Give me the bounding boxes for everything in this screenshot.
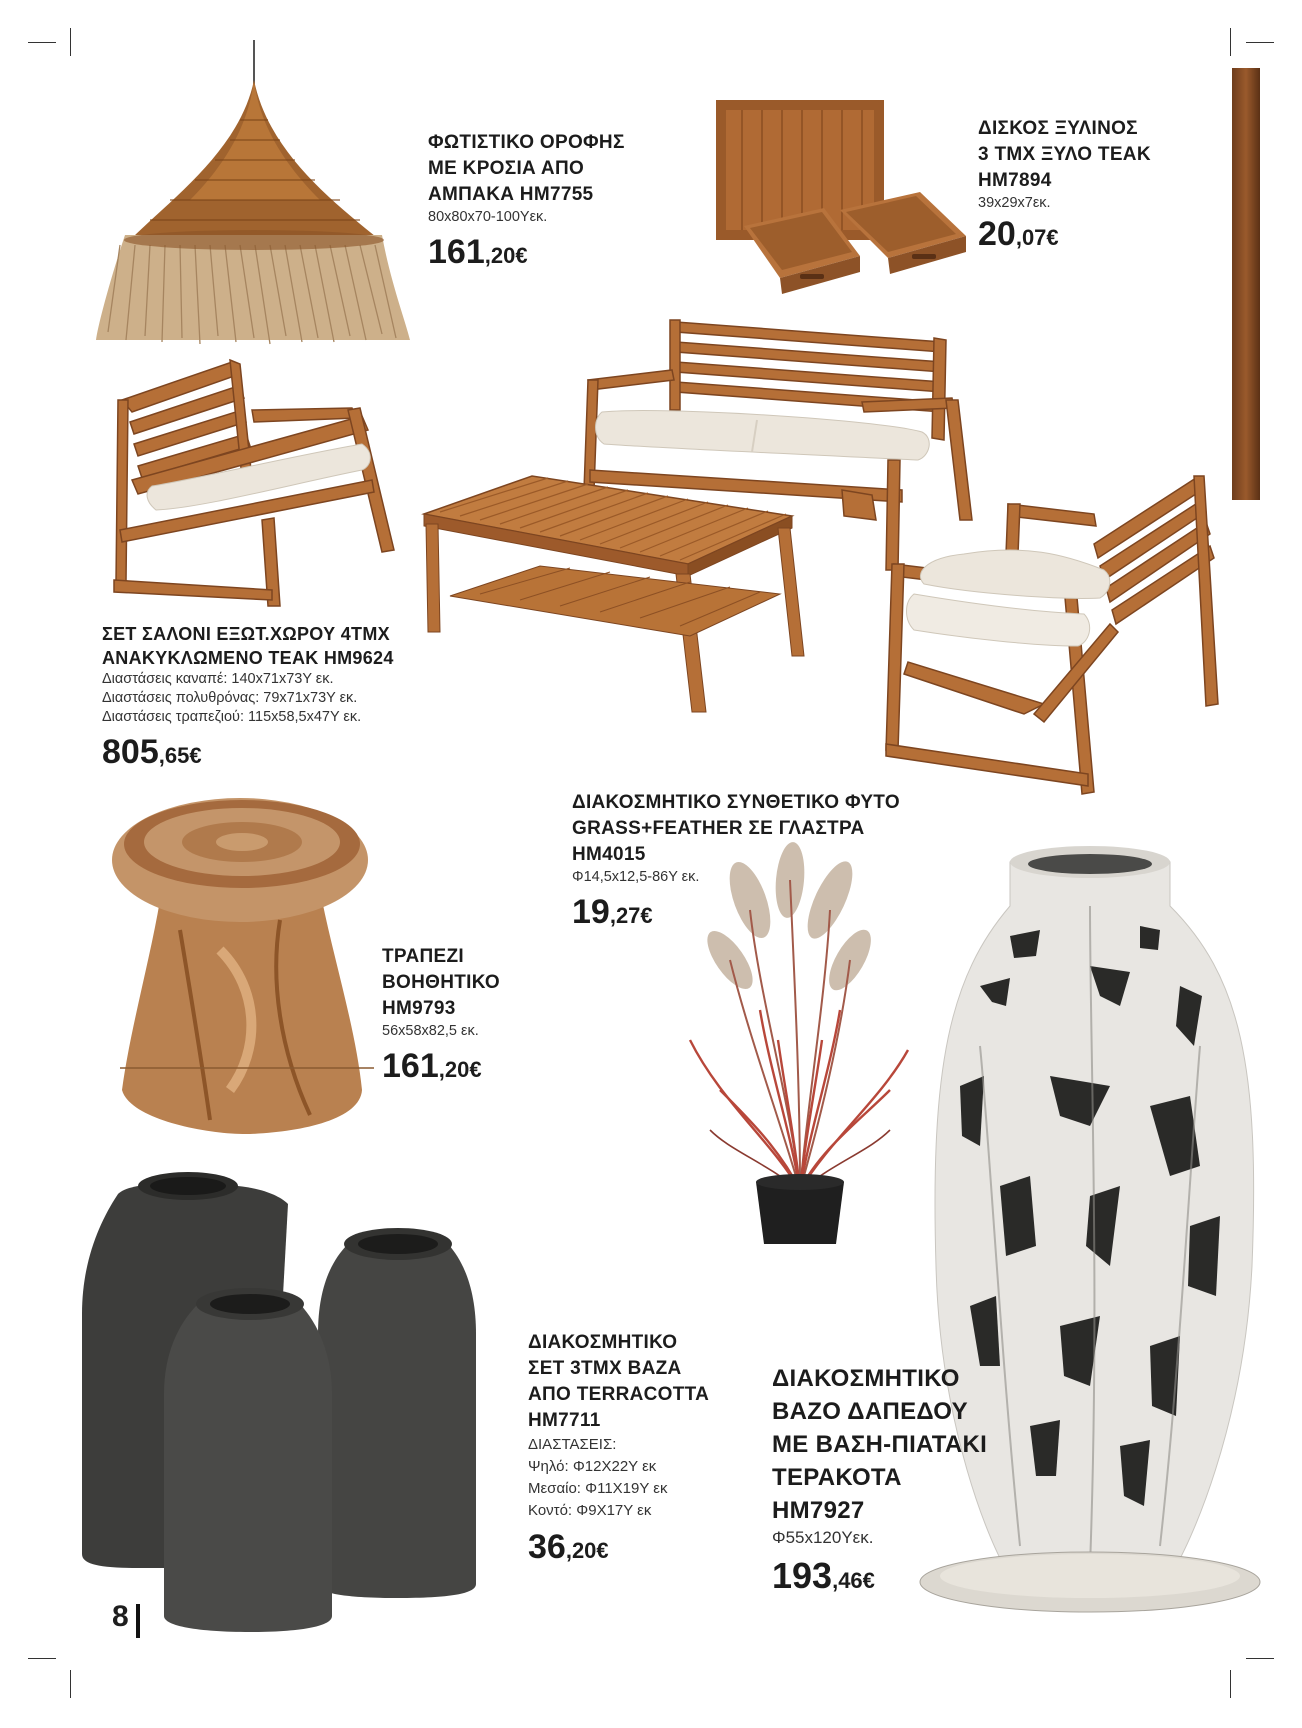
product-title: ΣΕΤ ΣΑΛΟΝΙ ΕΞΩΤ.ΧΩΡΟΥ 4ΤΜΧ ΑΝΑΚΥΚΛΩΜΕΝΟ ΤΕΑΚ HM9624 — [102, 624, 394, 668]
crop-mark — [1246, 42, 1274, 43]
grass-plant-image — [690, 840, 910, 1250]
crop-mark — [1230, 28, 1231, 56]
tray-info — [978, 116, 1218, 254]
lounge-set-info — [102, 622, 462, 772]
page-number-divider — [136, 1604, 140, 1638]
product-price: 805,65€ — [102, 733, 202, 771]
product-title: ΔΙΑΚΟΣΜΗΤΙΚΟ ΣΥΝΘΕΤΙΚΟ ΦΥΤΟ GRASS+FEATHER ΣΕ ΓΛΑΣΤΡΑ HM4015 — [572, 792, 900, 865]
product-title: ΔΙΣΚΟΣ ΞΥΛΙΝΟΣ 3 ΤΜΧ ΞΥΛΟ ΤΕΑΚ HM7894 — [978, 118, 1151, 191]
armchair-left-image — [112, 360, 402, 610]
product-dimensions: 56x58x82,5 εκ. — [382, 1023, 479, 1039]
product-price: 19,27€ — [572, 893, 653, 931]
product-dimensions: Φ55x120Yεκ. — [772, 1528, 874, 1547]
product-title: ΦΩΤΙΣΤΙΚΟ ΟΡΟΦΗΣ ΜΕ ΚΡΟΣΙΑ ΑΠΟ ΑΜΠΑΚΑ HM7755 — [428, 132, 625, 205]
product-price: 161,20€ — [382, 1047, 482, 1085]
crop-mark — [28, 42, 56, 43]
crop-mark — [28, 1658, 56, 1659]
product-price: 36,20€ — [528, 1528, 609, 1566]
page-number: 8 — [112, 1600, 129, 1633]
product-dimensions: Φ14,5x12,5-86Y εκ. — [572, 869, 700, 885]
crop-mark — [70, 1670, 71, 1698]
side-table-image — [110, 790, 374, 1140]
crop-mark — [1246, 1658, 1274, 1659]
pendant-lamp-image — [90, 40, 410, 350]
product-dimensions: 39x29x7εκ. — [978, 195, 1051, 211]
vase-set-info — [528, 1330, 768, 1567]
teak-tray-set-image — [712, 96, 972, 296]
product-title: ΤΡΑΠΕΖΙ ΒΟΗΘΗΤΙΚΟ HM9793 — [382, 946, 500, 1019]
product-title: ΔΙΑΚΟΣΜΗΤΙΚΟ ΣΕΤ 3ΤΜΧ ΒΑΖΑ ΑΠΟ TERRACOTTA HM7711 — [528, 1332, 710, 1431]
lamp-info — [428, 130, 688, 272]
side-table-info — [382, 944, 562, 1086]
product-price: 161,20€ — [428, 233, 528, 271]
product-dimensions: 80x80x70-100Yεκ. — [428, 209, 548, 225]
coffee-table-image — [420, 476, 810, 712]
armchair-right-image — [884, 474, 1224, 800]
product-price: 20,07€ — [978, 215, 1059, 253]
crop-mark — [1230, 1670, 1231, 1698]
floor-vase-info — [772, 1362, 1022, 1597]
adjacent-page-edge — [1232, 68, 1260, 500]
product-dimensions: ΔΙΑΣΤΑΣΕΙΣ: Ψηλό: Φ12Χ22Υ εκ Μεσαίο: Φ11Χ19Υ εκ Κοντό: Φ9Χ17Υ εκ — [528, 1436, 668, 1519]
crop-mark — [70, 28, 71, 56]
terracotta-vase-set-image — [78, 1164, 518, 1634]
product-title: ΔΙΑΚΟΣΜΗΤΙΚΟ ΒΑΖΟ ΔΑΠΕΔΟΥ ΜΕ ΒΑΣΗ-ΠΙΑΤΑΚΙ ΤΕΡΑΚΟΤΑ HM7927 — [772, 1365, 988, 1524]
product-price: 193,46€ — [772, 1555, 875, 1596]
product-dimensions: Διαστάσεις καναπέ: 140x71x73Y εκ. Διαστάσεις πολυθρόνας: 79x71x73Y εκ. Διαστάσεις τραπεζιού: 115x58,5x47Y εκ. — [102, 671, 362, 725]
